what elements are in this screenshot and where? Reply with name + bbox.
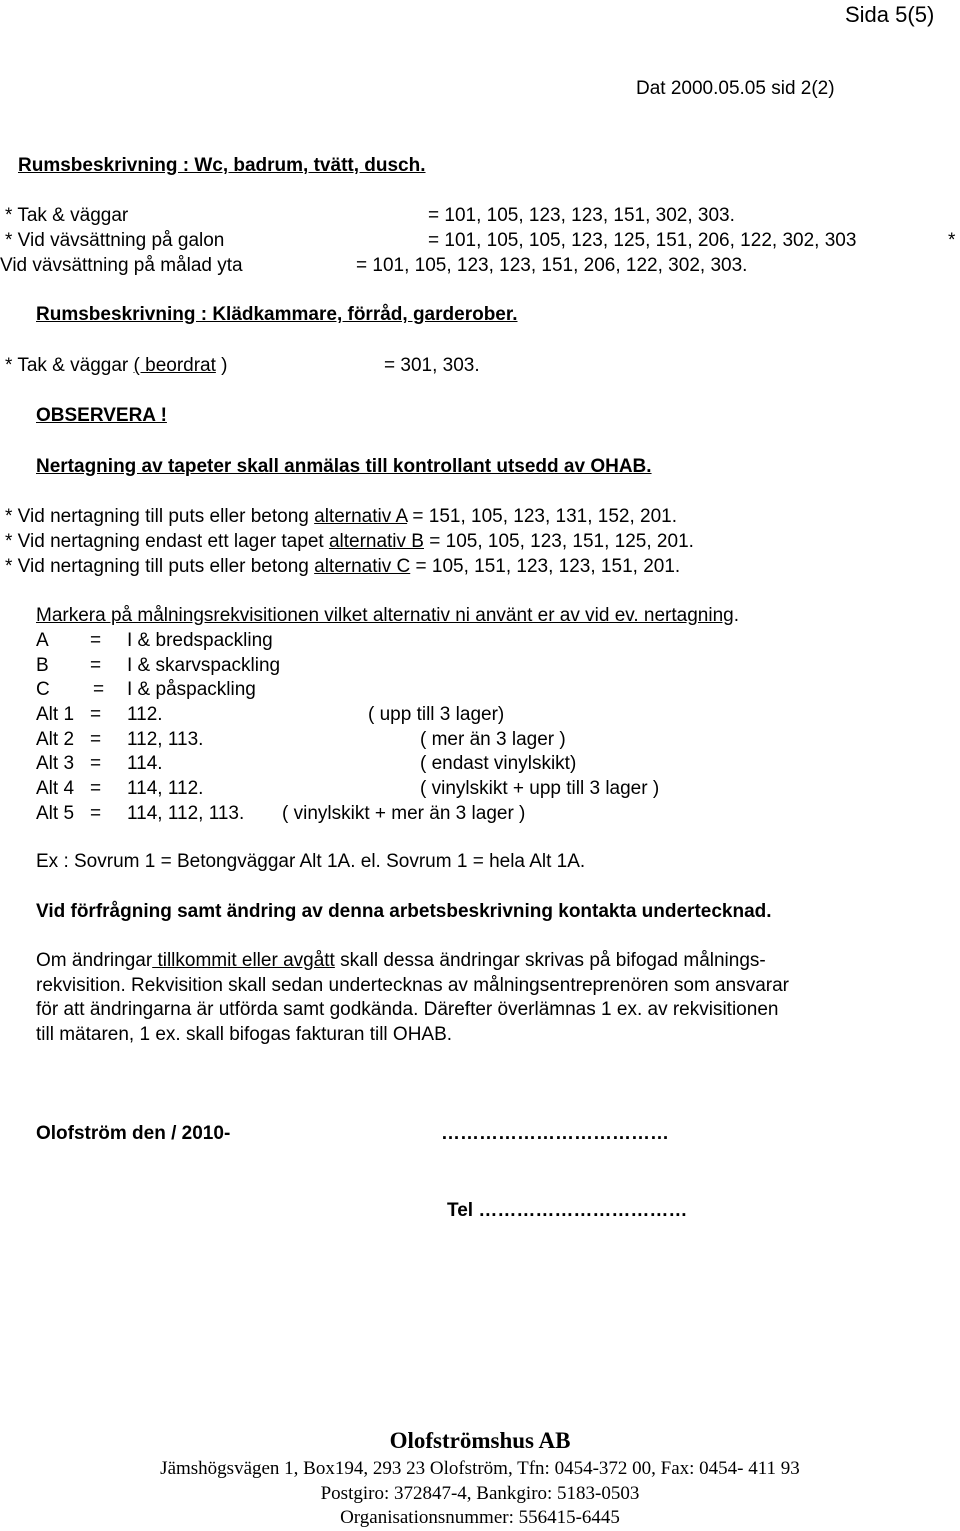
- legend-key: Alt 5: [36, 803, 75, 824]
- legend-key: A: [36, 630, 49, 651]
- paragraph-line: till mätaren, 1 ex. skall bifogas fakturan till OHAB.: [36, 1024, 453, 1045]
- alternative-label: alternativ B: [328, 531, 424, 552]
- footer-address: Jämshögsvägen 1, Box194, 293 23 Olofström, Tfn: 0454-372 00, Fax: 0454- 411 93: [160, 1458, 800, 1479]
- legend-value: 112.: [127, 704, 163, 725]
- paragraph-underlined: tillkommit eller avgått: [152, 950, 335, 971]
- legend-note: ( vinylskikt + mer än 3 lager ): [282, 803, 526, 824]
- beordrat-close: ): [215, 355, 228, 376]
- document-date: Dat 2000.05.05 sid 2(2): [636, 78, 835, 99]
- legend-key: Alt 4: [36, 778, 75, 799]
- legend-note: ( vinylskikt + upp till 3 lager ): [420, 778, 660, 799]
- section-heading-kladkammare: Rumsbeskrivning : Klädkammare, förråd, garderober.: [36, 304, 518, 325]
- markera-period: .: [733, 605, 740, 626]
- legend-eq: =: [90, 655, 102, 676]
- legend-eq: =: [90, 704, 102, 725]
- footer-org-number: Organisationsnummer: 556415-6445: [340, 1507, 620, 1528]
- paragraph-line: [36, 950, 766, 972]
- removal-description: * Vid nertagning till puts eller betong: [5, 556, 315, 577]
- legend-eq: =: [90, 778, 102, 799]
- legend-value: 112, 113.: [127, 729, 204, 750]
- removal-description: * Vid nertagning endast ett lager tapet: [5, 531, 329, 552]
- legend-key: C: [36, 679, 50, 700]
- markera-text: Markera på målningsrekvisitionen vilket alternativ ni använt er av vid ev. nertagning: [36, 605, 734, 626]
- spec-row-label: * Vid vävsättning på galon: [5, 230, 225, 251]
- spec-row-marker: *: [948, 230, 956, 251]
- legend-note: ( upp till 3 lager): [368, 704, 505, 725]
- page-number: Sida 5(5): [845, 2, 935, 27]
- contact-note: Vid förfrågning samt ändring av denna arbetsbeskrivning kontakta undertecknad.: [36, 901, 772, 922]
- spec-row-label: Vid vävsättning på målad yta: [0, 255, 243, 276]
- alternative-value: = 151, 105, 123, 131, 152, 201.: [407, 506, 678, 527]
- paragraph-start: Om ändringar: [36, 950, 153, 971]
- spec-row-value: = 101, 105, 123, 123, 151, 302, 303.: [428, 205, 735, 226]
- spec-row-value: = 101, 105, 105, 123, 125, 151, 206, 122, 302, 303: [428, 230, 857, 251]
- spec-row-label: * Tak & väggar: [5, 355, 134, 376]
- removal-alternative-line: [5, 506, 677, 528]
- alternative-label: alternativ C: [314, 556, 411, 577]
- signature-place-date: Olofström den / 2010-: [36, 1123, 231, 1144]
- observera-title: OBSERVERA !: [36, 405, 167, 426]
- markera-instruction: [36, 605, 739, 627]
- signature-line: ………………………………: [441, 1123, 669, 1144]
- legend-key: Alt 1: [36, 704, 75, 725]
- alternative-label: alternativ A: [314, 506, 408, 527]
- legend-key: Alt 3: [36, 753, 75, 774]
- legend-eq: =: [90, 729, 102, 750]
- spec-row-value: = 301, 303.: [384, 355, 480, 376]
- legend-key: B: [36, 655, 49, 676]
- beordrat-text: ( beordrat: [133, 355, 216, 376]
- legend-eq: =: [93, 679, 105, 700]
- paragraph-line: för att ändringarna är utförda samt godkända. Därefter överlämnas 1 ex. av rekvisitionen: [36, 999, 779, 1020]
- removal-notice: Nertagning av tapeter skall anmälas till kontrollant utsedd av OHAB.: [36, 456, 652, 477]
- section-heading-wc: Rumsbeskrivning : Wc, badrum, tvätt, dusch.: [18, 155, 426, 176]
- footer-giro: Postgiro: 372847-4, Bankgiro: 5183-0503: [320, 1483, 640, 1504]
- alternative-value: = 105, 151, 123, 123, 151, 201.: [410, 556, 681, 577]
- legend-eq: =: [90, 630, 102, 651]
- legend-note: ( endast vinylskikt): [420, 753, 577, 774]
- legend-value: I & påspackling: [127, 679, 256, 700]
- legend-value: 114.: [127, 753, 163, 774]
- legend-value: 114, 112.: [127, 778, 204, 799]
- removal-description: * Vid nertagning till puts eller betong: [5, 506, 315, 527]
- paragraph-rest: skall dessa ändringar skrivas på bifogad målnings-: [334, 950, 766, 971]
- legend-value: I & bredspackling: [127, 630, 273, 651]
- spec-row-beordrat: [5, 355, 228, 377]
- legend-value: 114, 112, 113.: [127, 803, 245, 824]
- spec-row-value: = 101, 105, 123, 123, 151, 206, 122, 302, 303.: [356, 255, 748, 276]
- paragraph-line: rekvisition. Rekvisition skall sedan undertecknas av målningsentreprenören som ansvarar: [36, 975, 789, 996]
- removal-alternative-line: [5, 556, 680, 578]
- footer-company: Olofströmshus AB: [389, 1428, 571, 1453]
- removal-alternative-line: [5, 531, 694, 553]
- alternative-value: = 105, 105, 123, 151, 125, 201.: [423, 531, 694, 552]
- legend-key: Alt 2: [36, 729, 75, 750]
- legend-eq: =: [90, 753, 102, 774]
- legend-note: ( mer än 3 lager ): [420, 729, 566, 750]
- legend-value: I & skarvspackling: [127, 655, 281, 676]
- example-line: Ex : Sovrum 1 = Betongväggar Alt 1A. el. Sovrum 1 = hela Alt 1A.: [36, 851, 586, 872]
- spec-row-label: * Tak & väggar: [5, 205, 129, 226]
- signature-tel: Tel ……………………………: [447, 1200, 688, 1221]
- legend-eq: =: [90, 803, 102, 824]
